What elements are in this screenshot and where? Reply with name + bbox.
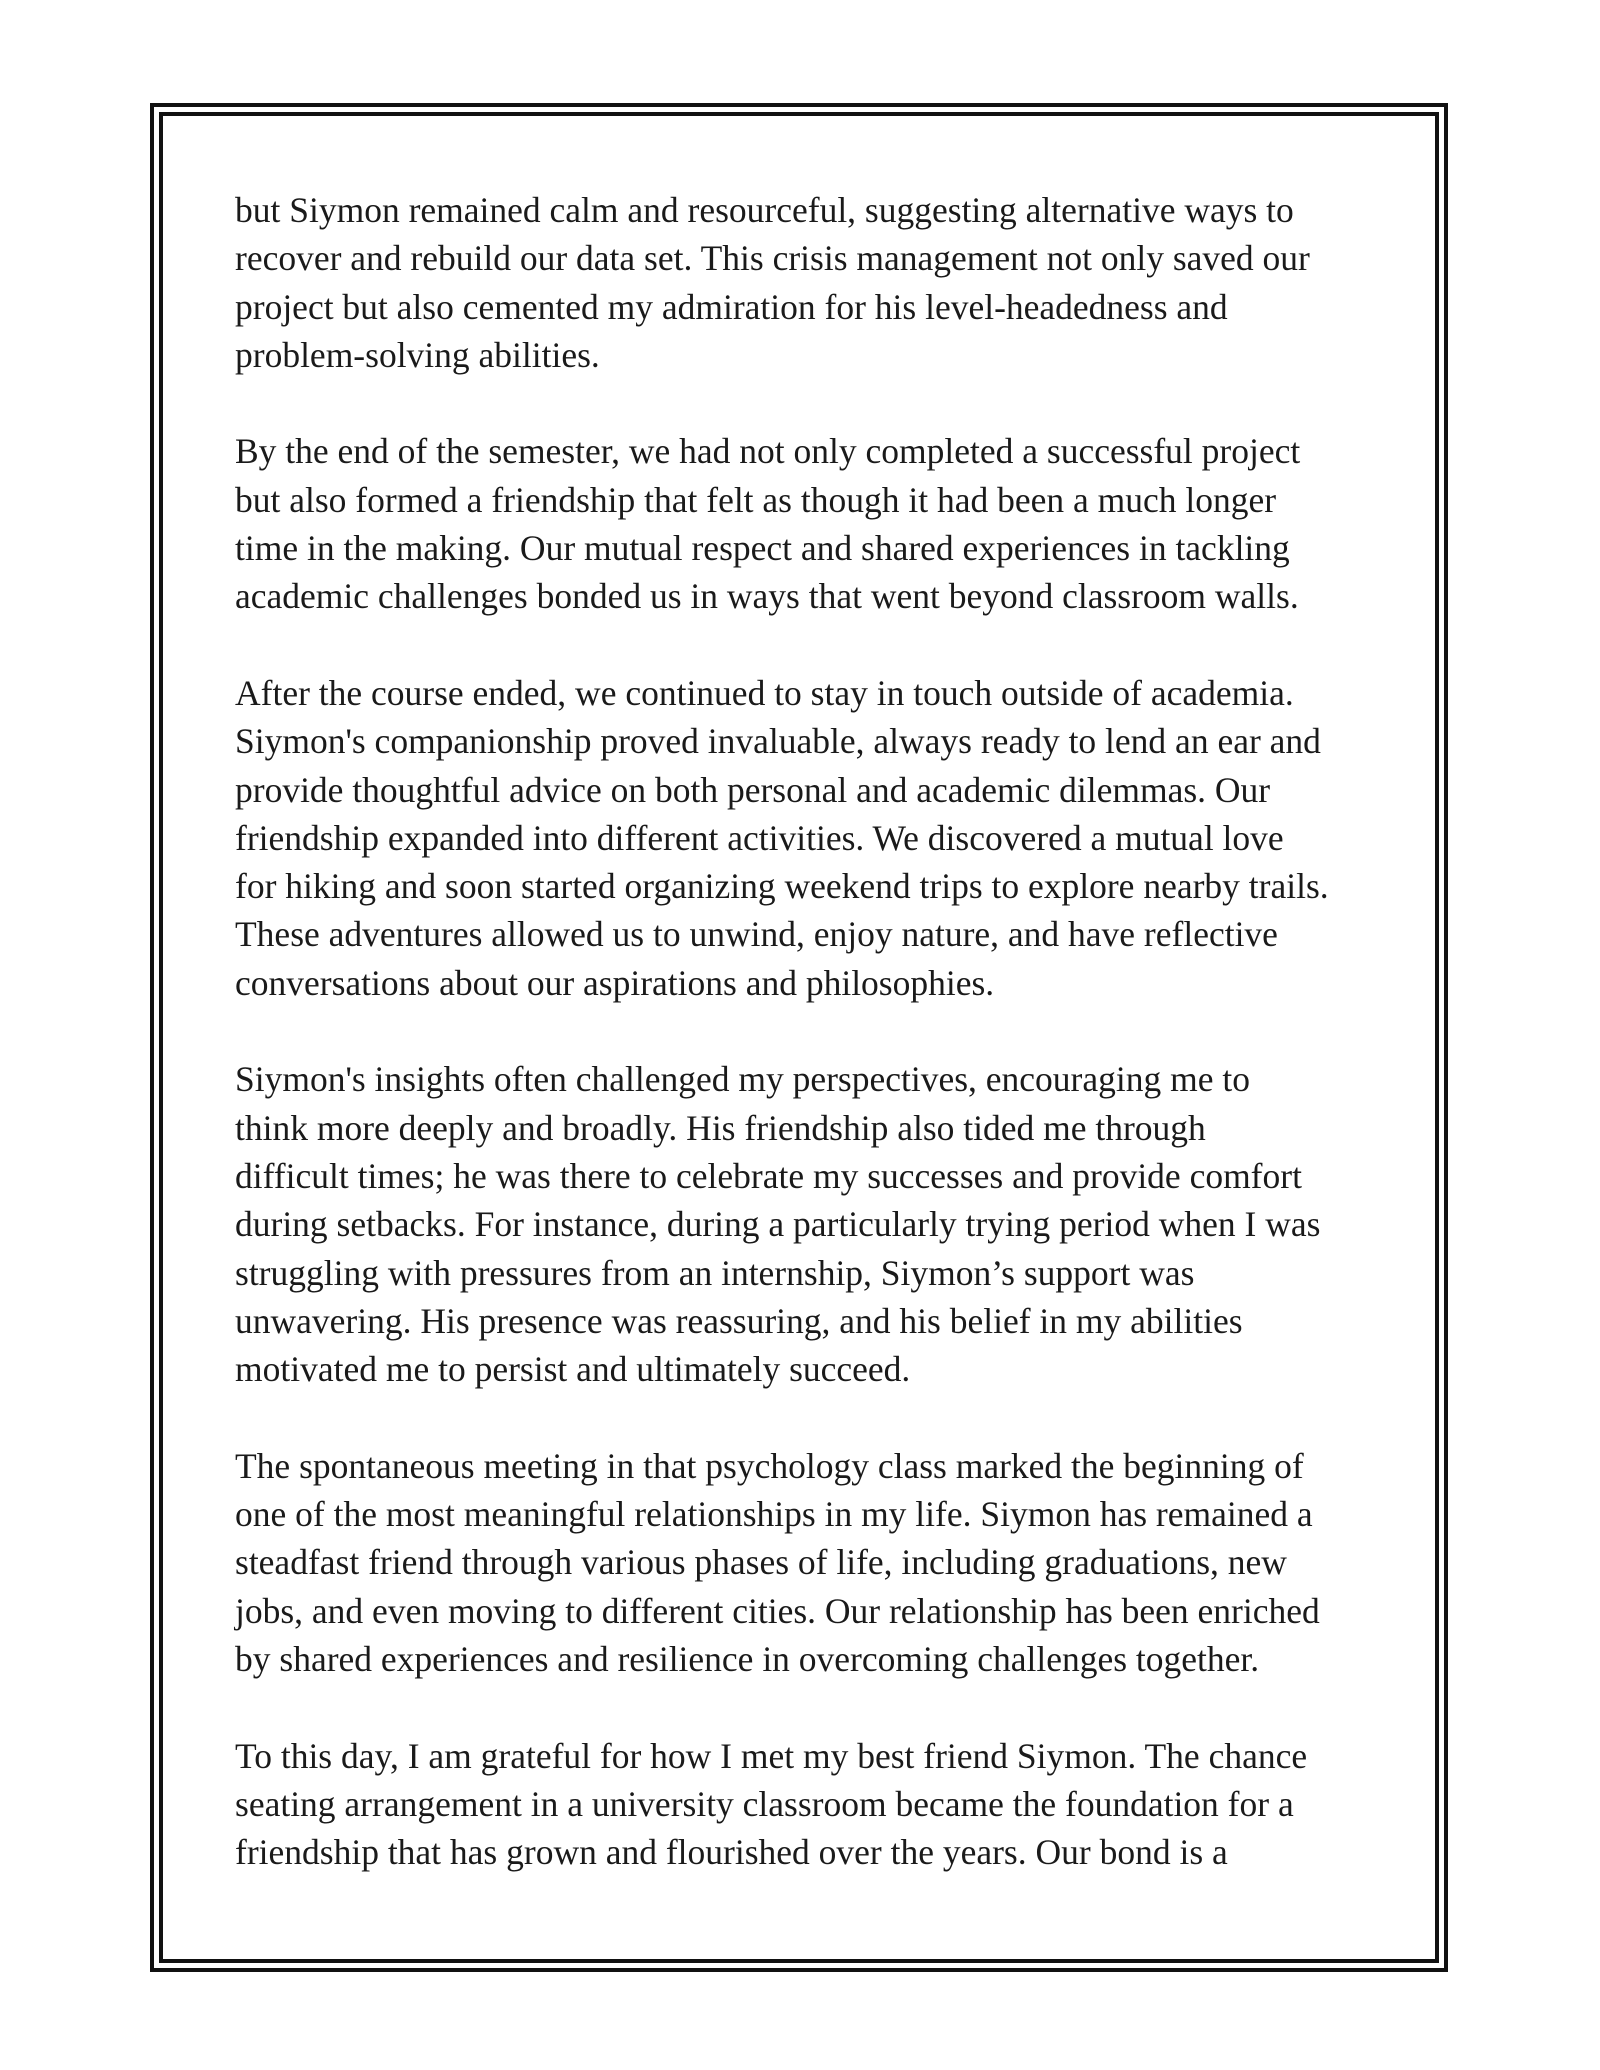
text-line: The spontaneous meeting in that psychology class marked the beginning of	[235, 1445, 1304, 1486]
text-line: After the course ended, we continued to stay in touch outside of academia.	[235, 672, 1294, 713]
text-line: unwavering. His presence was reassuring, and his belief in my abilities	[235, 1300, 1243, 1341]
text-line: Siymon's insights often challenged my perspectives, encouraging me to	[235, 1059, 1250, 1100]
text-line: time in the making. Our mutual respect and shared experiences in tackling	[235, 528, 1290, 569]
text-line: Siymon's companionship proved invaluable, always ready to lend an ear and	[235, 721, 1321, 762]
text-line: motivated me to persist and ultimately succeed.	[235, 1349, 911, 1390]
text-line: By the end of the semester, we had not only completed a successful project	[235, 431, 1301, 472]
document-body	[235, 186, 1375, 1925]
text-line: one of the most meaningful relationships in my life. Siymon has remained a	[235, 1494, 1313, 1535]
text-line: but also formed a friendship that felt as though it had been a much longer	[235, 479, 1277, 520]
text-line: seating arrangement in a university classroom became the foundation for a	[235, 1783, 1294, 1824]
text-line: recover and rebuild our data set. This crisis management not only saved our	[235, 238, 1310, 279]
text-line: These adventures allowed us to unwind, enjoy nature, and have reflective	[235, 914, 1278, 955]
text-line: provide thoughtful advice on both personal and academic dilemmas. Our	[235, 769, 1271, 810]
text-line: but Siymon remained calm and resourceful, suggesting alternative ways to	[235, 190, 1294, 230]
paragraph	[235, 1055, 1375, 1393]
text-line: friendship expanded into different activities. We discovered a mutual love	[235, 817, 1284, 858]
text-line: friendship that has grown and flourished over the years. Our bond is a	[235, 1832, 1228, 1873]
text-line: conversations about our aspirations and philosophies.	[235, 962, 995, 1003]
text-line: academic challenges bonded us in ways that went beyond classroom walls.	[235, 576, 1299, 617]
text-line: difficult times; he was there to celebrate my successes and provide comfort	[235, 1155, 1302, 1196]
text-line: struggling with pressures from an internship, Siymon’s support was	[235, 1252, 1195, 1293]
text-line: project but also cemented my admiration for his level-headedness and	[235, 286, 1228, 327]
paragraph	[235, 669, 1375, 1007]
paragraph	[235, 186, 1375, 379]
paragraph	[235, 427, 1375, 620]
text-line: for hiking and soon started organizing weekend trips to explore nearby trails.	[235, 866, 1329, 907]
paragraph	[235, 1732, 1375, 1877]
text-line: during setbacks. For instance, during a particularly trying period when I was	[235, 1204, 1321, 1245]
text-line: think more deeply and broadly. His friendship also tided me through	[235, 1107, 1206, 1148]
text-line: steadfast friend through various phases of life, including graduations, new	[235, 1542, 1287, 1583]
text-line: jobs, and even moving to different cities. Our relationship has been enriched	[235, 1590, 1320, 1631]
paragraph	[235, 1442, 1375, 1683]
text-line: problem-solving abilities.	[235, 334, 600, 375]
text-line: by shared experiences and resilience in overcoming challenges together.	[235, 1638, 1260, 1679]
text-line: To this day, I am grateful for how I met my best friend Siymon. The chance	[235, 1735, 1308, 1776]
